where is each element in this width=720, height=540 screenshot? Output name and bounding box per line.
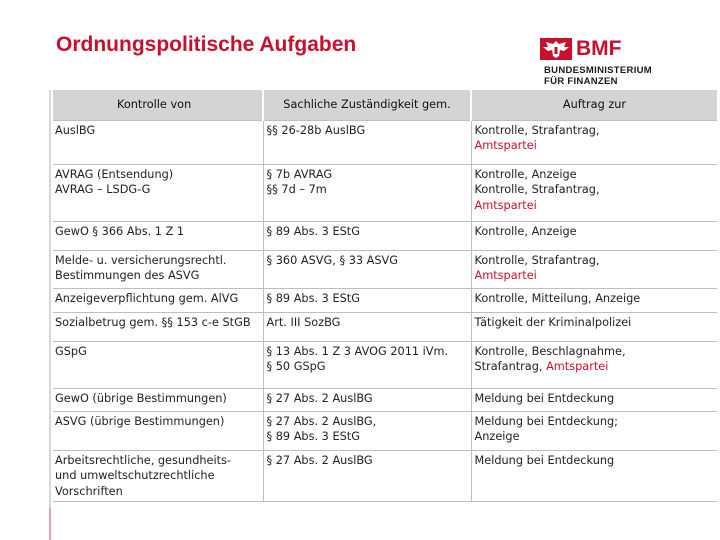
cell-line: Arbeitsrechtliche, gesundheits- <box>55 453 232 467</box>
table-row <box>53 312 717 341</box>
cell-line: ASVG (übrige Bestimmungen) <box>55 414 225 428</box>
bmf-logo <box>540 38 690 86</box>
table-cell <box>471 120 717 164</box>
table-cell <box>263 411 471 450</box>
cell-line: Kontrolle, Anzeige <box>474 167 577 181</box>
cell-line: AVRAG – LSDG-G <box>55 183 151 196</box>
cell-line: § 50 GSpG <box>266 360 326 373</box>
table-row <box>53 164 717 221</box>
cell-text: Strafantrag, <box>474 360 547 373</box>
table-row <box>53 411 717 450</box>
cell-line <box>475 359 714 375</box>
table-cell <box>471 388 717 411</box>
table-cell <box>471 341 717 388</box>
cell-line: Bestimmungen des ASVG <box>55 269 200 282</box>
cell-line: Kontrolle, Strafantrag, <box>474 253 600 267</box>
table-cell <box>263 312 471 341</box>
cell-line: Anzeige <box>474 430 520 443</box>
cell-line: Meldung bei Entdeckung <box>474 453 615 467</box>
table-cell <box>471 288 717 312</box>
left-divider-accent <box>49 508 51 540</box>
table-cell <box>53 341 263 388</box>
highlight-text: Amtspartei <box>474 139 537 152</box>
table-cell <box>471 450 717 502</box>
table-cell <box>53 411 263 450</box>
cell-line: Sozialbetrug gem. §§ 153 c-e StGB <box>55 315 251 329</box>
table-cell <box>471 312 717 341</box>
highlight-text: Amtspartei <box>474 198 537 212</box>
table-cell <box>471 164 717 221</box>
table-cell <box>471 411 717 450</box>
cell-line: §§ 26-28b AuslBG <box>266 123 366 137</box>
table-cell <box>53 221 263 250</box>
cell-line: Art. III SozBG <box>266 315 341 329</box>
cell-line <box>475 268 714 284</box>
cell-line: § 89 Abs. 3 EStG <box>266 224 360 238</box>
cell-line: Kontrolle, Anzeige <box>474 224 577 238</box>
cell-line: AVRAG (Entsendung) <box>55 167 174 181</box>
column-header: Auftrag zur <box>471 90 717 120</box>
table-cell <box>53 288 263 312</box>
table-cell <box>471 221 717 250</box>
cell-line: §§ 7d – 7m <box>266 183 327 196</box>
table-row <box>53 250 717 288</box>
table-row <box>53 120 717 164</box>
table-cell <box>263 388 471 411</box>
table-header-row <box>53 90 717 120</box>
logo-brand: BMF <box>576 37 622 60</box>
column-header: Sachliche Zuständigkeit gem. <box>263 90 471 120</box>
table-cell <box>53 120 263 164</box>
logo-line-2: FÜR FINANZEN <box>544 76 618 87</box>
table-cell <box>471 250 717 288</box>
column-header: Kontrolle von <box>53 90 263 120</box>
logo-line-1: BUNDESMINISTERIUM <box>544 65 653 76</box>
table-cell <box>53 250 263 288</box>
cell-line: Anzeigeverpflichtung gem. AlVG <box>55 291 239 305</box>
table-cell <box>263 341 471 388</box>
table-row <box>53 388 717 411</box>
table-cell <box>53 312 263 341</box>
cell-line: § 89 Abs. 3 EStG <box>266 291 360 305</box>
cell-line: § 27 Abs. 2 AuslBG <box>266 453 373 467</box>
page-title: Ordnungspolitische Aufgaben <box>56 33 357 56</box>
cell-line: § 89 Abs. 3 EStG <box>266 430 360 443</box>
cell-line: GewO § 366 Abs. 1 Z 1 <box>55 224 185 238</box>
table-row <box>53 288 717 312</box>
cell-line: GSpG <box>55 344 87 358</box>
logo-subtitle <box>540 65 690 87</box>
table-cell <box>53 164 263 221</box>
cell-line: Vorschriften <box>55 484 123 498</box>
table-cell <box>263 288 471 312</box>
cell-line <box>475 138 714 154</box>
table-cell <box>53 450 263 502</box>
cell-line: Kontrolle, Beschlagnahme, <box>474 344 626 358</box>
table-cell <box>263 120 471 164</box>
responsibility-table <box>53 90 717 502</box>
table-row <box>53 450 717 502</box>
left-divider <box>49 90 51 540</box>
cell-line: GewO (übrige Bestimmungen) <box>55 391 227 405</box>
table-cell <box>263 450 471 502</box>
highlight-text: Amtspartei <box>474 269 537 282</box>
cell-line: § 27 Abs. 2 AuslBG <box>266 391 373 405</box>
table-row <box>53 221 717 250</box>
cell-line: § 13 Abs. 1 Z 3 AVOG 2011 iVm. <box>266 344 449 358</box>
cell-line: Meldung bei Entdeckung; <box>474 414 618 428</box>
table-cell <box>263 221 471 250</box>
cell-line <box>475 198 714 214</box>
cell-line: Kontrolle, Strafantrag, <box>474 183 600 196</box>
cell-line: § 360 ASVG, § 33 ASVG <box>266 253 399 267</box>
cell-line: § 7b AVRAG <box>266 167 333 181</box>
cell-line: Melde- u. versicherungsrechtl. <box>55 253 227 267</box>
cell-line: AuslBG <box>55 123 96 137</box>
cell-line: § 27 Abs. 2 AuslBG, <box>266 414 377 428</box>
table-row <box>53 341 717 388</box>
cell-line: Meldung bei Entdeckung <box>474 391 615 405</box>
highlight-text: Amtspartei <box>546 360 609 373</box>
table-cell <box>263 250 471 288</box>
cell-line: Tätigkeit der Kriminalpolizei <box>474 315 632 329</box>
table-cell <box>263 164 471 221</box>
cell-line: und umweltschutzrechtliche <box>55 469 215 482</box>
eagle-icon <box>540 38 572 60</box>
table-cell <box>53 388 263 411</box>
cell-line: Kontrolle, Strafantrag, <box>474 123 600 137</box>
cell-line: Kontrolle, Mitteilung, Anzeige <box>474 291 641 305</box>
